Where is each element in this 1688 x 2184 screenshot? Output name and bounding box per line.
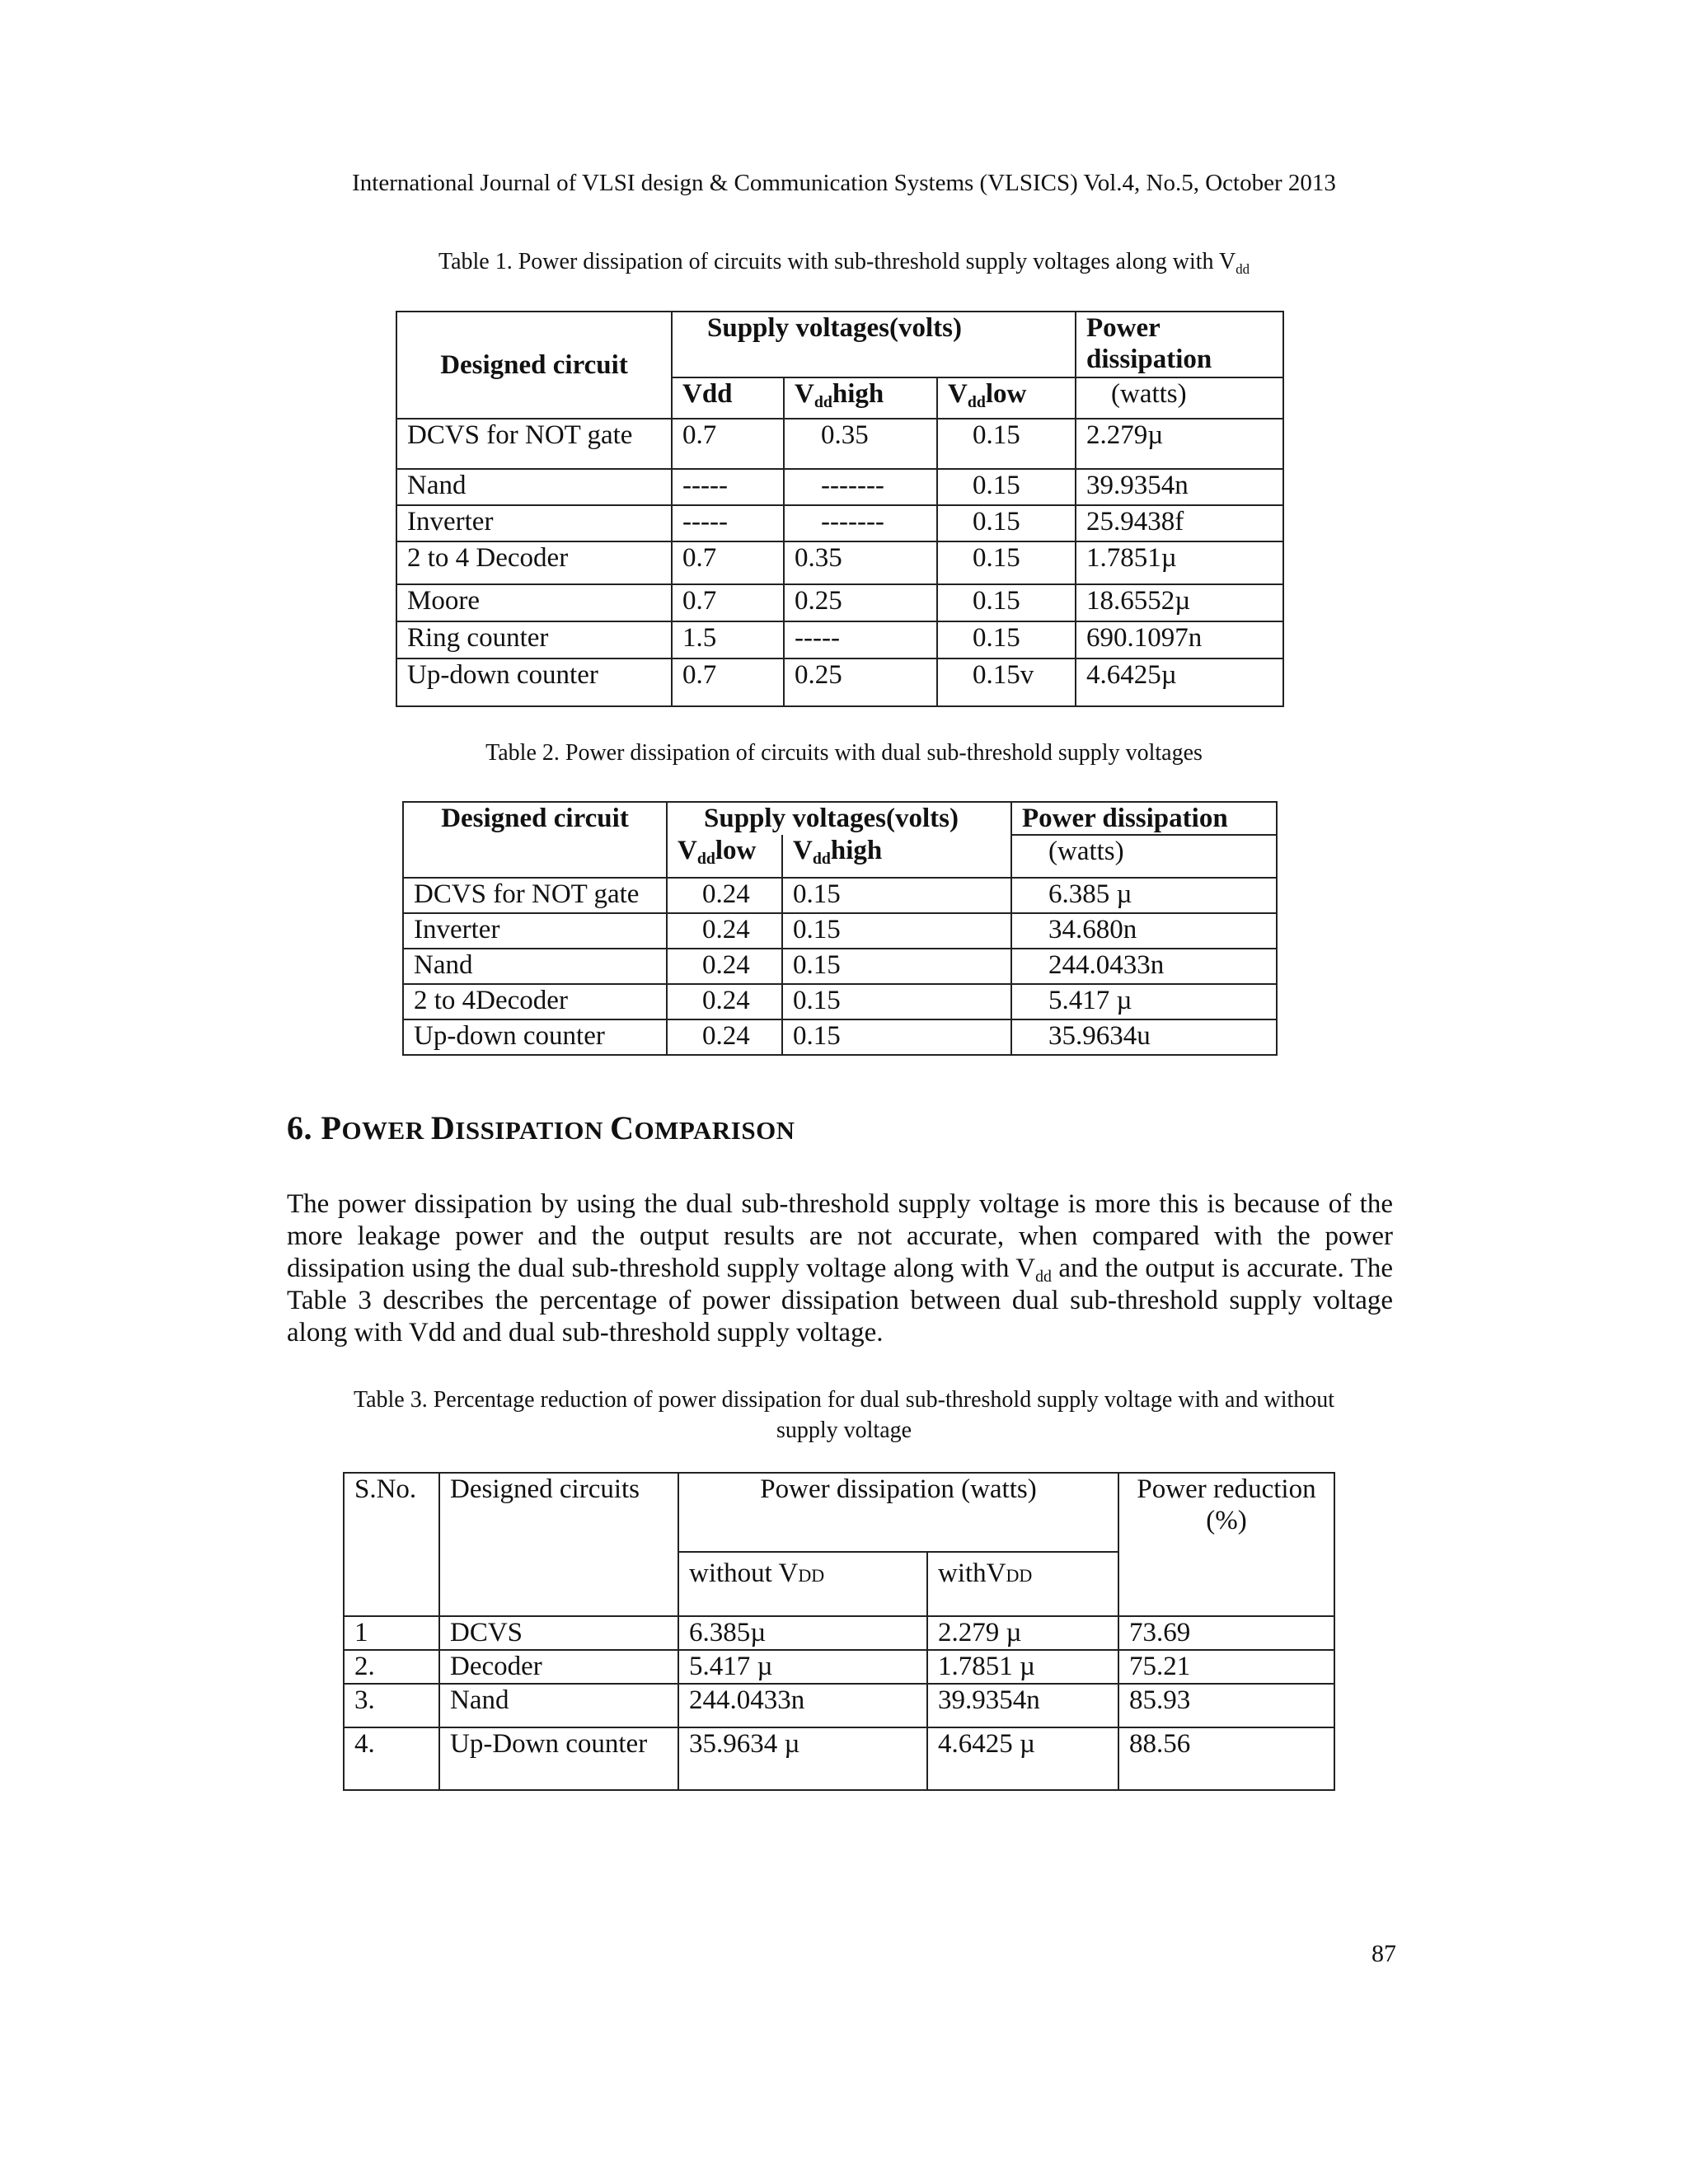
table-row: Nand ----- ------- 0.15 39.9354n xyxy=(396,469,1283,505)
t1-col-vddlow: $V_{dd}low$ xyxy=(937,377,1076,419)
t1-head-circuit: Designed circuit xyxy=(396,312,672,419)
t2-head-supply: Supply voltages(volts) xyxy=(667,802,1011,835)
table-row: 2 to 4Decoder 0.24 0.15 5.417 µ xyxy=(403,984,1277,1019)
table-row: 2. Decoder 5.417 µ 1.7851 µ 75.21 xyxy=(344,1650,1334,1684)
t3-head-sno: S.No. xyxy=(344,1473,439,1616)
table-row: 1 DCVS 6.385µ 2.279 µ 73.69 xyxy=(344,1616,1334,1650)
t1-col-units: (watts) xyxy=(1076,377,1283,419)
t1-head-supply: Supply voltages(volts) xyxy=(672,312,1076,377)
section-heading: 6. POWER DISSIPATION COMPARISON xyxy=(287,1109,795,1146)
table-1 xyxy=(396,311,1284,707)
table-row: 3. Nand 244.0433n 39.9354n 85.93 xyxy=(344,1684,1334,1727)
table-3 xyxy=(343,1472,1335,1791)
table-row: 4. Up-Down counter 35.9634 µ 4.6425 µ 88.56 xyxy=(344,1727,1334,1790)
journal-header: International Journal of VLSI design & Communication Systems (VLSICS) Vol.4, No.5, October 2013 xyxy=(352,170,1336,196)
t1-col-vdd: Vdd xyxy=(672,377,784,419)
t2-col-units: (watts) xyxy=(1011,835,1277,878)
t1-col-vddhigh: $V_{dd}high$ xyxy=(784,377,937,419)
table-row: DCVS for NOT gate 0.7 0.35 0.15 2.279µ xyxy=(396,419,1283,469)
table-2 xyxy=(402,801,1278,1056)
table-row: Up-down counter 0.24 0.15 35.9634u xyxy=(403,1019,1277,1055)
table-row: Inverter 0.24 0.15 34.680n xyxy=(403,913,1277,949)
table-row: Inverter ----- ------- 0.15 25.9438f xyxy=(396,505,1283,541)
t2-col-vddhigh: $V_{dd}high$ xyxy=(782,835,1011,878)
page-number: 87 xyxy=(1372,1940,1396,1967)
table-row: 2 to 4 Decoder 0.7 0.35 0.15 1.7851µ xyxy=(396,541,1283,584)
table-row: Up-down counter 0.7 0.25 0.15v 4.6425µ xyxy=(396,658,1283,706)
t2-col-vddlow: $V_{dd}low$ xyxy=(667,835,782,878)
t2-head-circuit: Designed circuit xyxy=(403,802,667,878)
body-paragraph: The power dissipation by using the dual sub-threshold supply voltage is more this is because of the more leakage power and the output results are not accurate, when compared with the power dissipation using the dual sub-threshold supply voltage along with $V_{dd}$ and the output is accurate. The Table 3 describes the percentage of power dissipation between dual sub-threshold supply voltage along with Vdd and dual sub-threshold supply voltage. xyxy=(287,1189,1393,1347)
t2-head-power: Power dissipation xyxy=(1011,802,1277,835)
t3-col-with: withVDD xyxy=(927,1552,1118,1616)
table3-caption: Table 3. Percentage reduction of power dissipation for dual sub-threshold supply voltage with and without supply voltage xyxy=(353,1387,1335,1443)
t3-col-without: without VDD xyxy=(678,1552,927,1616)
t3-head-circuits: Designed circuits xyxy=(439,1473,678,1616)
table2-caption: Table 2. Power dissipation of circuits with dual sub-threshold supply voltages xyxy=(485,740,1203,766)
t1-head-power: Power dissipation xyxy=(1076,312,1283,377)
table-row: DCVS for NOT gate 0.24 0.15 6.385 µ xyxy=(403,878,1277,913)
t3-head-power: Power dissipation (watts) xyxy=(678,1473,1118,1552)
table-row: Nand 0.24 0.15 244.0433n xyxy=(403,949,1277,984)
table-row: Ring counter 1.5 ----- 0.15 690.1097n xyxy=(396,621,1283,658)
table-row: Moore 0.7 0.25 0.15 18.6552µ xyxy=(396,584,1283,621)
t3-head-reduction: Power reduction (%) xyxy=(1118,1473,1334,1616)
table1-caption: Table 1. Power dissipation of circuits with sub-threshold supply voltages along with $V_{dd}$ xyxy=(438,249,1250,277)
